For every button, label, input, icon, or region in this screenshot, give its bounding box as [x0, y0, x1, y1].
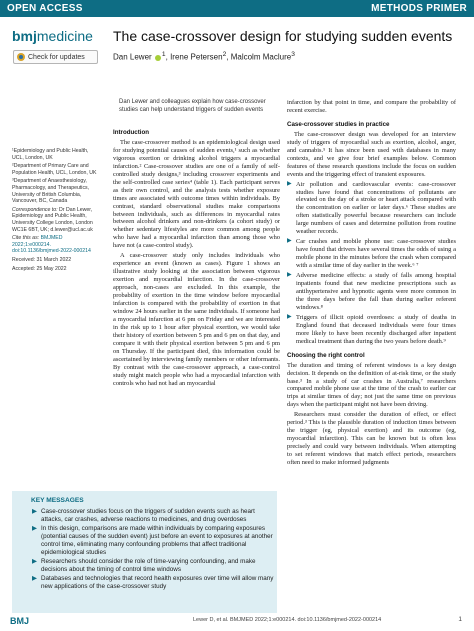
footer-citation: Lewer D, et al. BMJMED 2022;1:e000214. doi:10.1136/bmjmed-2022-000214 — [193, 617, 382, 623]
list-item-text: Car crashes and mobile phone use: case-crossover studies have found that drivers have several times the odds of using a mobile phone in the minutes before the crash when compared with a similar time of day earlier in the week.⁶ ⁷ — [296, 238, 456, 270]
section-heading-control: Choosing the right control — [287, 351, 365, 359]
key-message-item — [32, 575, 278, 591]
arrow-bullet-icon: ▶ — [287, 313, 292, 320]
open-access-label: OPEN ACCESS — [7, 3, 83, 14]
section-heading-introduction: Introduction — [113, 129, 150, 136]
author-name[interactable]: Irene Petersen — [170, 52, 223, 62]
arrow-bullet-icon: ▶ — [287, 272, 292, 279]
logo-medicine: medicine — [36, 28, 93, 44]
top-banner — [0, 0, 474, 17]
author-name[interactable]: Dan Lewer — [113, 52, 152, 62]
arrow-bullet-icon: ▶ — [287, 180, 292, 187]
affiliation-marker: 3 — [291, 51, 295, 58]
key-message-item — [32, 558, 278, 574]
article-type-label: METHODS PRIMER — [371, 3, 467, 14]
key-message-text: Case-crossover studies focus on the triggers of sudden events such as heart attacks, car crashes, adverse reactions to medicines, and drug overdoses — [41, 508, 255, 523]
arrow-bullet-icon: ▶ — [32, 558, 37, 566]
paragraph: The case-crossover method is an epidemiological design used for studying potential causes of sudden events,¹ such as whether vigorous exertion or drinking alcohol triggers a myocardial infarction.² Case-crossover studies are one of a family of self-controlled study designs,³ including crossover experiments and the self-controlled case series⁴ (table 1). Each participant serves as their own control, and the analysis tests whether exposure times are associated with outcome times within individuals. By contrast, standard observational studies make comparisons between individuals, such as differences in myocardial rates between alcohol drinkers and non-drinkers (a cohort study) or whether sedentary lifestyles are more common among people who have had a myocardial infarction than among those who have not (a case-control study). — [113, 138, 280, 250]
list-item-text: Air pollution and cardiovascular events: case-crossover studies have found that concentrations of pollutants are elevated on the day of a stroke or heart attack compared with the concentration on earlier or later days.⁶ These studies are often statistically powerful because researchers can include large numbers of cases and determine pollution from routine weather records. — [296, 180, 456, 236]
standfirst: Dan Lewer and colleagues explain how case-crossover studies can help understand triggers of sudden events — [119, 99, 266, 113]
affiliation: ²Department of Primary Care and Population Health, UCL, London, UK — [12, 163, 97, 176]
cite-link[interactable]: BMJMED 2022;1:e000214. doi:10.1136/bmjmed-2022-000214 — [12, 235, 91, 255]
key-message-text: Researchers should consider the role of time-varying confounding, and make decisions about the timing of control time windows — [41, 558, 256, 574]
body-column-2 — [287, 99, 456, 469]
key-message-text: In this design, comparisons are made within individuals by comparing exposures (potential causes of the sudden event) just before an event to exposures at another control time, eliminating many confounding problems that affect traditional epidemiological studies — [41, 525, 273, 556]
key-messages-list — [32, 508, 278, 593]
correspondence-label: Correspondence to: — [12, 206, 58, 213]
paragraph: Researchers must consider the duration of effect, or effect period.³ This is the plausible duration of induction times between the trigger (eg, physical exertion) and its outcome (eg, myocardial infarction). This can be known but is often less precisely and could vary between individuals. When attempting to set referent windows that match effect periods, researchers often need to make informed judgments — [287, 411, 456, 467]
correspondence — [12, 207, 100, 233]
key-message-item — [32, 508, 278, 524]
update-icon — [17, 53, 25, 61]
paragraph: A case-crossover study only includes individuals who experience an event (known as cases). Figure 1 shows an illustrative study looking at the association between vigorous exertion and myocardial infarction. In the case-crossover approach, non-cases are excluded. In this example, the probability of exertion in the time window before myocardial infarction is compared with the probability of exertion in that window 24 hours earlier in the same individuals. If someone had a myocardial infarction at 6 pm on Friday and we are interested in the risk up to 1 hour after physical exertion, we would take their history of exertion between 5 pm and 6 pm on that day, and compare it with their physical exertion between 5 pm and 6 pm on Thursday. If the participant died, this information could be ascertained by interviewing family members or other informants. By contrast with the case-crossover approach, a case-control study might match people who had a myocardial infarction with controls who had not had an myocardial — [113, 252, 280, 387]
footer-bmj-logo: BMJ — [10, 616, 30, 626]
list-item — [287, 272, 456, 312]
affiliation-marker: 2 — [222, 51, 227, 58]
list-item — [287, 238, 456, 270]
author-list: Dan Lewer $^1$, Irene Petersen$^2$, Malcolm Maclure$^3$ — [113, 51, 295, 62]
accepted-date: Accepted: 25 May 2022 — [12, 265, 67, 272]
affiliation: ³Department of Anaesthesiology, Pharmacology, and Therapeutics, University of British Columbia, Vancouver, BC, Canada — [12, 178, 90, 205]
arrow-bullet-icon: ▶ — [32, 508, 37, 515]
body-column-1 — [113, 129, 280, 390]
article-title: The case-crossover design for studying sudden events — [113, 28, 453, 44]
arrow-bullet-icon: ▶ — [287, 238, 292, 245]
author-name[interactable]: Malcolm Maclure — [230, 52, 292, 62]
list-item — [287, 314, 456, 346]
orcid-icon[interactable] — [155, 55, 161, 61]
key-messages-box — [12, 491, 277, 613]
page-number: 1 — [458, 616, 462, 623]
key-message-item — [32, 525, 278, 557]
arrow-bullet-icon: ▶ — [32, 525, 37, 533]
list-item-text: Adverse medicine effects: a study of falls among hospital inpatients found that new medicine prescriptions such as antihypertensive and hypnotic agents were more common in the three days before the fall than during earlier referent windows.⁸ — [296, 272, 456, 311]
arrow-bullet-icon: ▶ — [32, 575, 37, 583]
list-item-text: Triggers of illicit opioid overdoses: a study of deaths in England found that deceased individuals were four times more likely to have been recently discharged after inpatient medical treatment than during the two years before death.⁹ — [296, 313, 456, 345]
key-messages-heading: KEY MESSAGES — [31, 497, 84, 504]
check-updates-label: Check for updates — [28, 53, 85, 61]
paragraph: infarction by that point in time, and compare the probability of recent exercise. — [287, 99, 456, 114]
affiliation: ¹Epidemiology and Public Health, UCL, London, UK — [12, 148, 89, 161]
citation — [12, 235, 100, 255]
paragraph: The case-crossover design was developed for an interview study of triggers of myocardial such as exertion, alcohol, anger, and cannabis.⁵ It has since been used with databases in many contexts, and we give four brief examples below. Common features of these research questions include the focus on sudden events and the triggering effect of transient exposures. — [287, 130, 456, 178]
check-for-updates-button[interactable] — [13, 50, 98, 64]
logo-bmj: bmj — [12, 28, 37, 44]
key-message-text: Databases and technologies that record health exposures over time will allow many new applications of the case-crossover study — [41, 575, 274, 591]
list-item — [287, 181, 456, 237]
affiliations-column — [12, 148, 100, 274]
correspondence-text: Dr Dan Lewer, Epidemiology and Public Health, University College London, London WC1E 6BT, UK; d.lewer@ucl.ac.uk — [12, 206, 93, 233]
journal-logo[interactable] — [12, 28, 93, 44]
section-heading-practice: Case-crossover studies in practice — [287, 120, 390, 128]
received-date: Received: 31 March 2022 — [12, 256, 72, 263]
affiliation-marker: 1 — [161, 51, 166, 58]
cite-label: Cite this as: — [12, 235, 40, 242]
paragraph: The duration and timing of referent windows is a key design decision. It depends on the definition of at-risk time, or the study base.³ In a study of car crashes in Australia,⁷ researchers compared mobile phone use at the time of the crash to earlier car trips at similar times of day; not just the same time on previous days when the participant might not have been driving. — [287, 361, 456, 409]
